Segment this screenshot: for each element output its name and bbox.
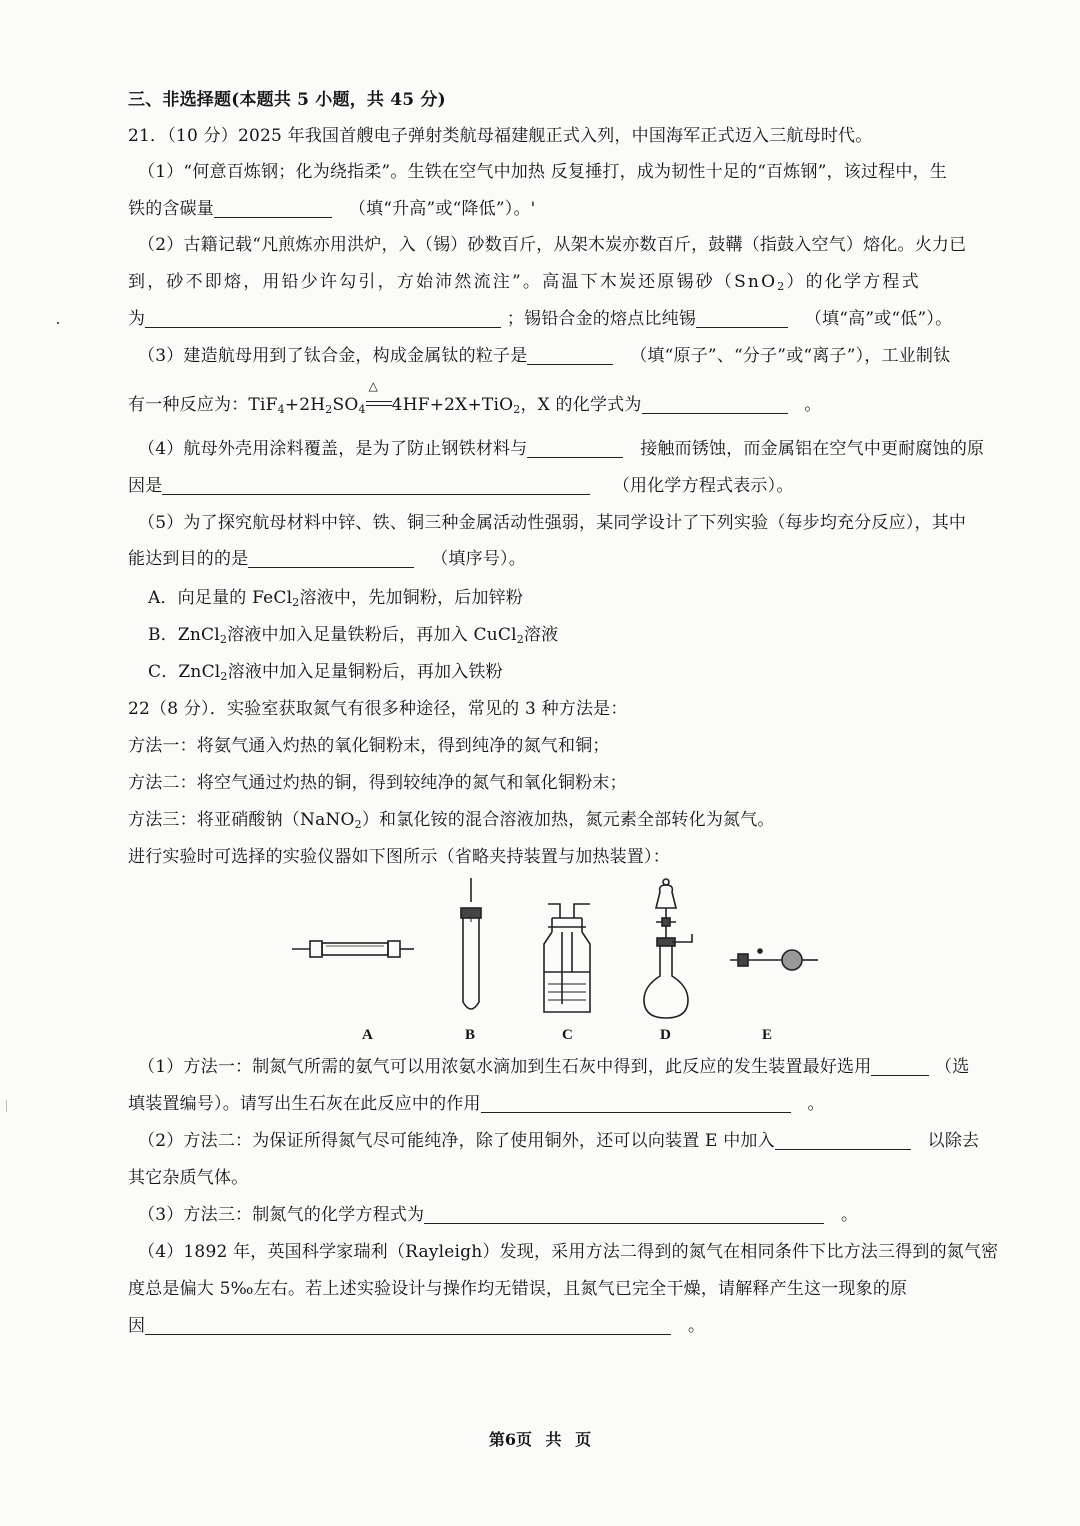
subscript: 2 — [513, 403, 521, 416]
heating-equals-sign — [366, 379, 392, 417]
period: 。 — [688, 1316, 706, 1336]
q21-2-equation-blank[interactable] — [145, 309, 501, 328]
apparatus-drawing — [280, 872, 820, 1032]
option-text: 溶液中加入足量铜粉后，再加入铁粉 — [227, 662, 503, 682]
eq-part: 4HF+2X+TiO — [391, 395, 514, 415]
q22-method2: 方法二：将空气通过灼热的铜，得到较纯净的氮气和氧化铜粉末； — [128, 773, 627, 793]
delta-symbol: △ — [368, 379, 379, 393]
method-text: ）和氯化铵的混合溶液加热，氮元素全部转化为氮气。 — [361, 810, 775, 830]
apparatus-e-drying-tube — [730, 949, 818, 970]
label-a: A — [362, 1027, 373, 1043]
page-number: 第6页 — [488, 1430, 532, 1449]
label-d: D — [660, 1027, 671, 1043]
label-b: B — [465, 1027, 476, 1043]
page-total: 共 — [545, 1430, 562, 1449]
q21-4-hint: （用化学方程式表示）。 — [612, 476, 794, 496]
q22-3-text: （3）方法三：制氮气的化学方程式为 — [138, 1205, 425, 1225]
q21-2-text: 到，砂不即熔，用铅少许勾引，方始沛然流注”。高温下木炭还原锡砂（SnO — [128, 272, 778, 292]
q21-3-particle-blank[interactable] — [527, 346, 613, 365]
subscript: 2 — [777, 280, 787, 293]
q22-3-line — [138, 1203, 988, 1227]
subscript: 2 — [354, 818, 362, 831]
q21-5-hint: （填序号）。 — [431, 549, 526, 569]
subscript: 2 — [220, 670, 228, 683]
q21-2-wei: 为 — [128, 309, 146, 329]
method-text: 方法三：将亚硝酸钠（NaNO — [128, 810, 355, 830]
q22-1-line2 — [128, 1092, 978, 1116]
scan-mark — [6, 1100, 7, 1112]
q21-option-a — [148, 586, 998, 610]
q21-2-melting-blank[interactable] — [696, 309, 788, 328]
subscript: 2 — [325, 403, 333, 416]
q21-1-answer-blank[interactable] — [214, 199, 332, 218]
apparatus-figure — [280, 872, 820, 1052]
q21-header: 21．（10 分）2025 年我国首艘电子弹射类航母福建舰正式入列，中国海军正式迈入三航母时代。 — [128, 126, 873, 146]
q21-1-text: 铁的含碳量 — [128, 199, 214, 219]
q22-1-role-blank[interactable] — [481, 1094, 791, 1113]
q22-1-xuan: （选 — [935, 1057, 970, 1077]
q22-1-device-blank[interactable] — [871, 1057, 929, 1076]
q21-4-contact-blank[interactable] — [527, 439, 623, 458]
q22-2-line2: 其它杂质气体。 — [128, 1168, 249, 1188]
q22-4-line2: 度总是偏大 5‰左右。若上述实验设计与操作均无错误，且氮气已完全干燥，请解释产生这一现象的原 — [128, 1279, 908, 1299]
q21-5-text: 能达到目的的是 — [128, 549, 249, 569]
page-footer — [0, 1427, 1080, 1450]
option-text: 溶液 — [523, 625, 559, 645]
q21-4-text: （4）航母外壳用涂料覆盖，是为了防止钢铁材料与 — [138, 439, 528, 459]
option-text: 溶液中加入足量铁粉后，再加入 CuCl — [227, 625, 517, 645]
subscript: 2 — [219, 633, 228, 646]
q21-1-line1: （1）“何意百炼钢；化为绕指柔”。生铁在空气中加热 反复捶打，成为韧性十足的“百炼钢”，该过程中，生 — [138, 162, 947, 182]
q22-figure-intro: 进行实验时可选择的实验仪器如下图所示（省略夹持装置与加热装置）： — [128, 847, 670, 867]
label-c: C — [562, 1027, 573, 1043]
apparatus-a-tube — [292, 941, 414, 957]
eq-part: SO — [332, 395, 359, 415]
q22-4-yin: 因 — [128, 1316, 146, 1336]
scan-speck — [57, 322, 59, 324]
subscript: 2 — [516, 633, 524, 646]
q22-2-text-end: 以除去 — [927, 1131, 980, 1151]
period: 。 — [804, 395, 822, 415]
q22-4-line1: （4）1892 年，英国科学家瑞利（Rayleigh）发现，采用方法二得到的氮气在相同条件下比方法三得到的氮气密 — [138, 1242, 999, 1262]
page-total-end: 页 — [575, 1430, 592, 1449]
q21-option-b — [148, 623, 998, 647]
q22-4-line3 — [128, 1314, 978, 1338]
q21-2-hint: （填“高”或“低”）。 — [804, 309, 953, 329]
label-e: E — [762, 1027, 773, 1043]
section-title: 三、非选择题(本题共 5 小题，共 45 分) — [128, 90, 446, 110]
q21-5-answer-blank[interactable] — [248, 549, 414, 568]
q21-5-line2 — [128, 547, 978, 571]
q21-2-line2 — [128, 270, 978, 294]
option-text: C．ZnCl — [148, 662, 221, 682]
q22-2-text: （2）方法二：为保证所得氮气尽可能纯净，除了使用铜外，还可以向装置 E 中加入 — [138, 1131, 775, 1151]
eq-question: ，X 的化学式为 — [520, 395, 642, 415]
subscript: 4 — [277, 403, 285, 416]
q22-1-text2: 填装置编号）。请写出生石灰在此反应中的作用 — [128, 1094, 481, 1114]
q22-2-line1 — [138, 1129, 988, 1153]
subscript: 2 — [292, 596, 300, 609]
q22-1-line1 — [138, 1055, 988, 1079]
q21-3-line1 — [138, 344, 988, 368]
q21-4-yin: 因是 — [128, 476, 163, 496]
q21-2-text-end: ）的化学方程式 — [786, 272, 921, 292]
q22-method1: 方法一：将氨气通入灼热的氧化铜粉末，得到纯净的氮气和铜； — [128, 736, 610, 756]
subscript: 4 — [358, 403, 366, 416]
equals-bars — [366, 401, 392, 406]
q22-1-text: （1）方法一：制氮气所需的氨气可以用浓氨水滴加到生石灰中得到，此反应的发生装置最好选用 — [138, 1057, 872, 1077]
q22-3-equation-blank[interactable] — [424, 1205, 824, 1224]
q21-3-line2 — [128, 379, 978, 417]
option-text: A．向足量的 FeCl — [148, 588, 293, 608]
eq-part: 有一种反应为：TiF — [128, 395, 278, 415]
eq-part: +2H — [284, 395, 326, 415]
q21-2-line3 — [128, 307, 978, 331]
q21-2-melting-text: ；锡铅合金的熔点比纯锡 — [506, 309, 697, 329]
q22-header: 22（8 分）．实验室获取氮气有很多种途径，常见的 3 种方法是： — [128, 699, 628, 719]
q21-4-text-end: 接触而锈蚀，而金属铝在空气中更耐腐蚀的原 — [640, 439, 985, 459]
q21-3-hint: （填“原子”、“分子”或“离子”），工业制钛 — [630, 346, 951, 366]
q21-5-line1: （5）为了探究航母材料中锌、铁、铜三种金属活动性强弱，某同学设计了下列实验（每步均充分反应），其中 — [138, 513, 967, 533]
option-text: 溶液中，先加铜粉，后加锌粉 — [299, 588, 524, 608]
apparatus-c-wash-bottle — [544, 904, 590, 1012]
period: 。 — [807, 1094, 825, 1114]
q22-4-reason-blank[interactable] — [145, 1316, 671, 1335]
q21-1-hint: （填“升高”或“降低”）。' — [348, 199, 536, 219]
q21-3-text: （3）建造航母用到了钛合金，构成金属钛的粒子是 — [138, 346, 528, 366]
q21-2-line1: （2）古籍记载“凡煎炼亦用洪炉，入（锡）砂数百斤，从架木炭亦数百斤，鼓鞲（指鼓入空气）熔化。火力已 — [138, 235, 967, 255]
period: 。 — [841, 1205, 859, 1225]
apparatus-b-test-tube — [461, 878, 481, 1009]
q22-method3 — [128, 808, 978, 832]
q21-4-line1 — [138, 437, 988, 461]
q21-option-c — [148, 660, 998, 684]
apparatus-d-flask-funnel — [644, 879, 692, 1018]
option-text: B．ZnCl — [148, 625, 220, 645]
q22-2-reagent-blank[interactable] — [775, 1131, 911, 1150]
q21-1-line2 — [128, 197, 978, 221]
q21-4-equation-blank[interactable] — [162, 476, 590, 495]
q21-4-line2 — [128, 474, 978, 498]
q21-3-formula-blank[interactable] — [642, 395, 788, 414]
